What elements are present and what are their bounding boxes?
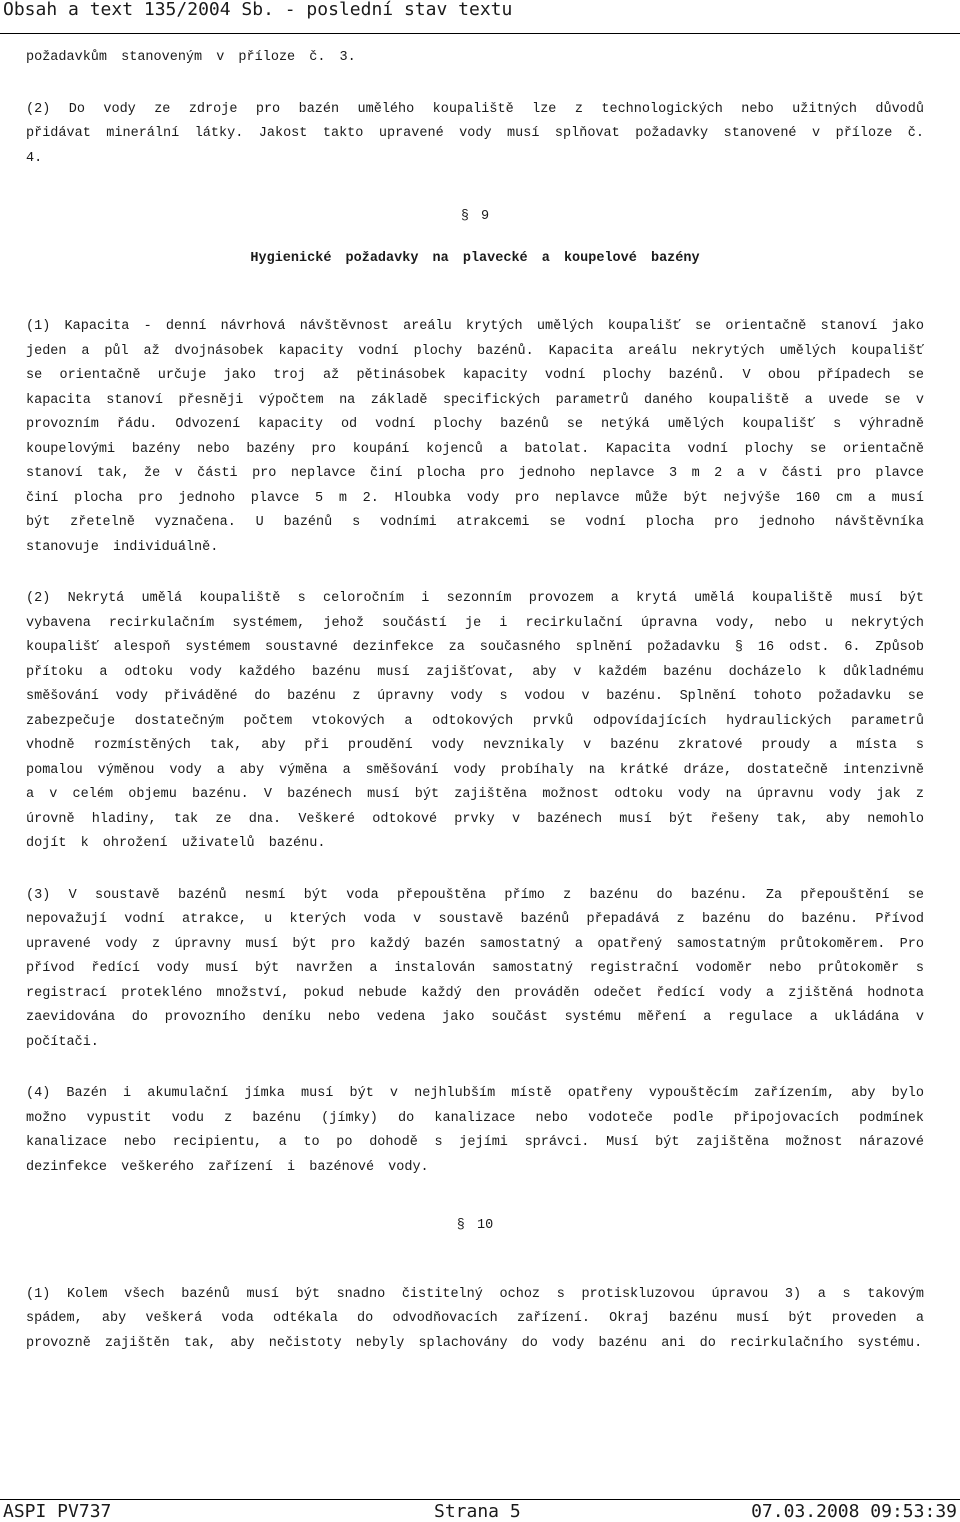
- paragraph-intro: požadavkům stanoveným v příloze č. 3.: [26, 50, 356, 65]
- document-title: Obsah a text 135/2004 Sb. - poslední stav textu: [3, 0, 513, 20]
- footer-page-number: Strana 5: [434, 1501, 521, 1522]
- section-10-paragraph-1: (1) Kolem všech bazénů musí být snadno čistitelný ochoz s protiskluzovou úpravou 3) a s takovým spádem, aby veškerá voda odtékala do odvodňovacích zařízení. Okraj bazénu musí být proveden a provozně zajištěn tak, aby nečistoty nebyly splachovány do vody bazénu ani do recirkulačního systému.: [26, 1286, 924, 1351]
- section-9-heading: Hygienické požadavky na plavecké a koupelové bazény: [250, 250, 700, 266]
- header-divider: [0, 33, 960, 34]
- document-body: [26, 46, 924, 1356]
- section-9-paragraph-2: (2) Nekrytá umělá koupaliště s celoročním i sezonním provozem a krytá umělá koupaliště musí být vybavena recirkulačním systémem, jehož součástí je i recirkulační úpravna vody, nebo u nekrytých koupališť alespoň systémem soustavné dezinfekce za současného splnění požadavku § 16 odst. 6. Způsob přítoku a odtoku vody každého bazénu musí zajišťovat, aby v každém bazénu docházelo k důkladnému směšování vody přiváděné do bazénu z úpravny vody s vodou v bazénu. Splnění tohoto požadavku se zabezpečuje dostatečným počtem vtokových a odtokových prvků odpovídajících hydraulických parametrů vhodně rozmístěných tak, aby při proudění vody nevznikaly v bazénu zkratové proudy a místa s pomalou výměnou vody a aby výměna a směšování vody probíhaly na krátké dráze, dostatečně intenzivně a v celém objemu bazénu. V bazénech musí být zajištěna možnost odtoku vody na úpravnu vody jak z úrovně hladiny, tak ze dna. Veškeré odtokové prvky v bazénech musí být řešeny tak, aby nemohlo dojít k ohrožení uživatelů bazénu.: [26, 591, 924, 851]
- paragraph-minerals: (2) Do vody ze zdroje pro bazén umělého koupaliště lze z technologických nebo užitných důvodů přidávat minerální látky. Jakost takto upravené vody musí splňovat požadavky stanovené v příloze č. 4.: [26, 101, 924, 166]
- footer-document-id: ASPI PV737: [3, 1501, 112, 1522]
- document-header: [0, 0, 960, 34]
- section-9-mark: § 9: [460, 209, 490, 224]
- footer-timestamp: 07.03.2008 09:53:39: [751, 1501, 957, 1522]
- footer-divider: [0, 1499, 960, 1500]
- section-9-paragraph-4: (4) Bazén i akumulační jímka musí být v nejhlubším místě opatřeny vypouštěcím zařízením, aby bylo možno vypustit vodu z bazénu (jímky) do kanalizace nebo vodoteče podle připojovacích podmínek kanalizace nebo recipientu, a to po dohodě s jejími správci. Musí být zajištěna možnost nárazové dezinfekce veškerého zařízení i bazénové vody.: [26, 1086, 924, 1175]
- section-9-paragraph-1: (1) Kapacita - denní návrhová návštěvnost areálu krytých umělých koupališť se orientačně stanoví jako jeden a půl až dvojnásobek kapacity vodní plochy bazénů. Kapacita areálu nekrytých umělých koupališť se orientačně určuje jako troj až pětinásobek kapacity vodní plochy bazénů. V obou případech se kapacita stanoví přesněji výpočtem na základě specifických parametrů daného koupaliště a uvede se v provozním řádu. Odvození kapacity od vodní plochy bazénů se netýká umělých koupališť s výhradně koupelovými bazény nebo bazény pro koupání kojenců a batolat. Kapacita vodní plochy se orientačně stanoví tak, že v části pro neplavce činí plocha pro jednoho neplavce 3 m 2 a v části pro plavce činí plocha pro jednoho plavce 5 m 2. Hloubka vody pro neplavce může být nejvýše 160 cm a musí být zřetelně vyznačena. U bazénů s vodními atrakcemi se vodní plocha pro jednoho návštěvníka stanovuje individuálně.: [26, 319, 924, 555]
- section-9-paragraph-3: (3) V soustavě bazénů nesmí být voda přepouštěna přímo z bazénu do bazénu. Za přepouštění se nepovažují vodní atrakce, u kterých voda v soustavě bazénů přepadává z bazénu do bazénu. Přívod upravené vody z úpravny musí být pro každý bazén samostatný a opatřený samostatným průtokoměrem. Pro přívod ředící vody musí být navržen a instalován samostatný registrační vodoměr nebo průtokoměr s registrací protekléno množství, pokud nebude každý den prováděn odečet ředící vody a zjištěná hodnota zaevidována do provozního deníku nebo vedena jako součást systému měření a regulace a ukládána v počítači.: [26, 887, 924, 1050]
- section-10-mark: § 10: [456, 1218, 494, 1233]
- document-footer: [0, 1502, 960, 1521]
